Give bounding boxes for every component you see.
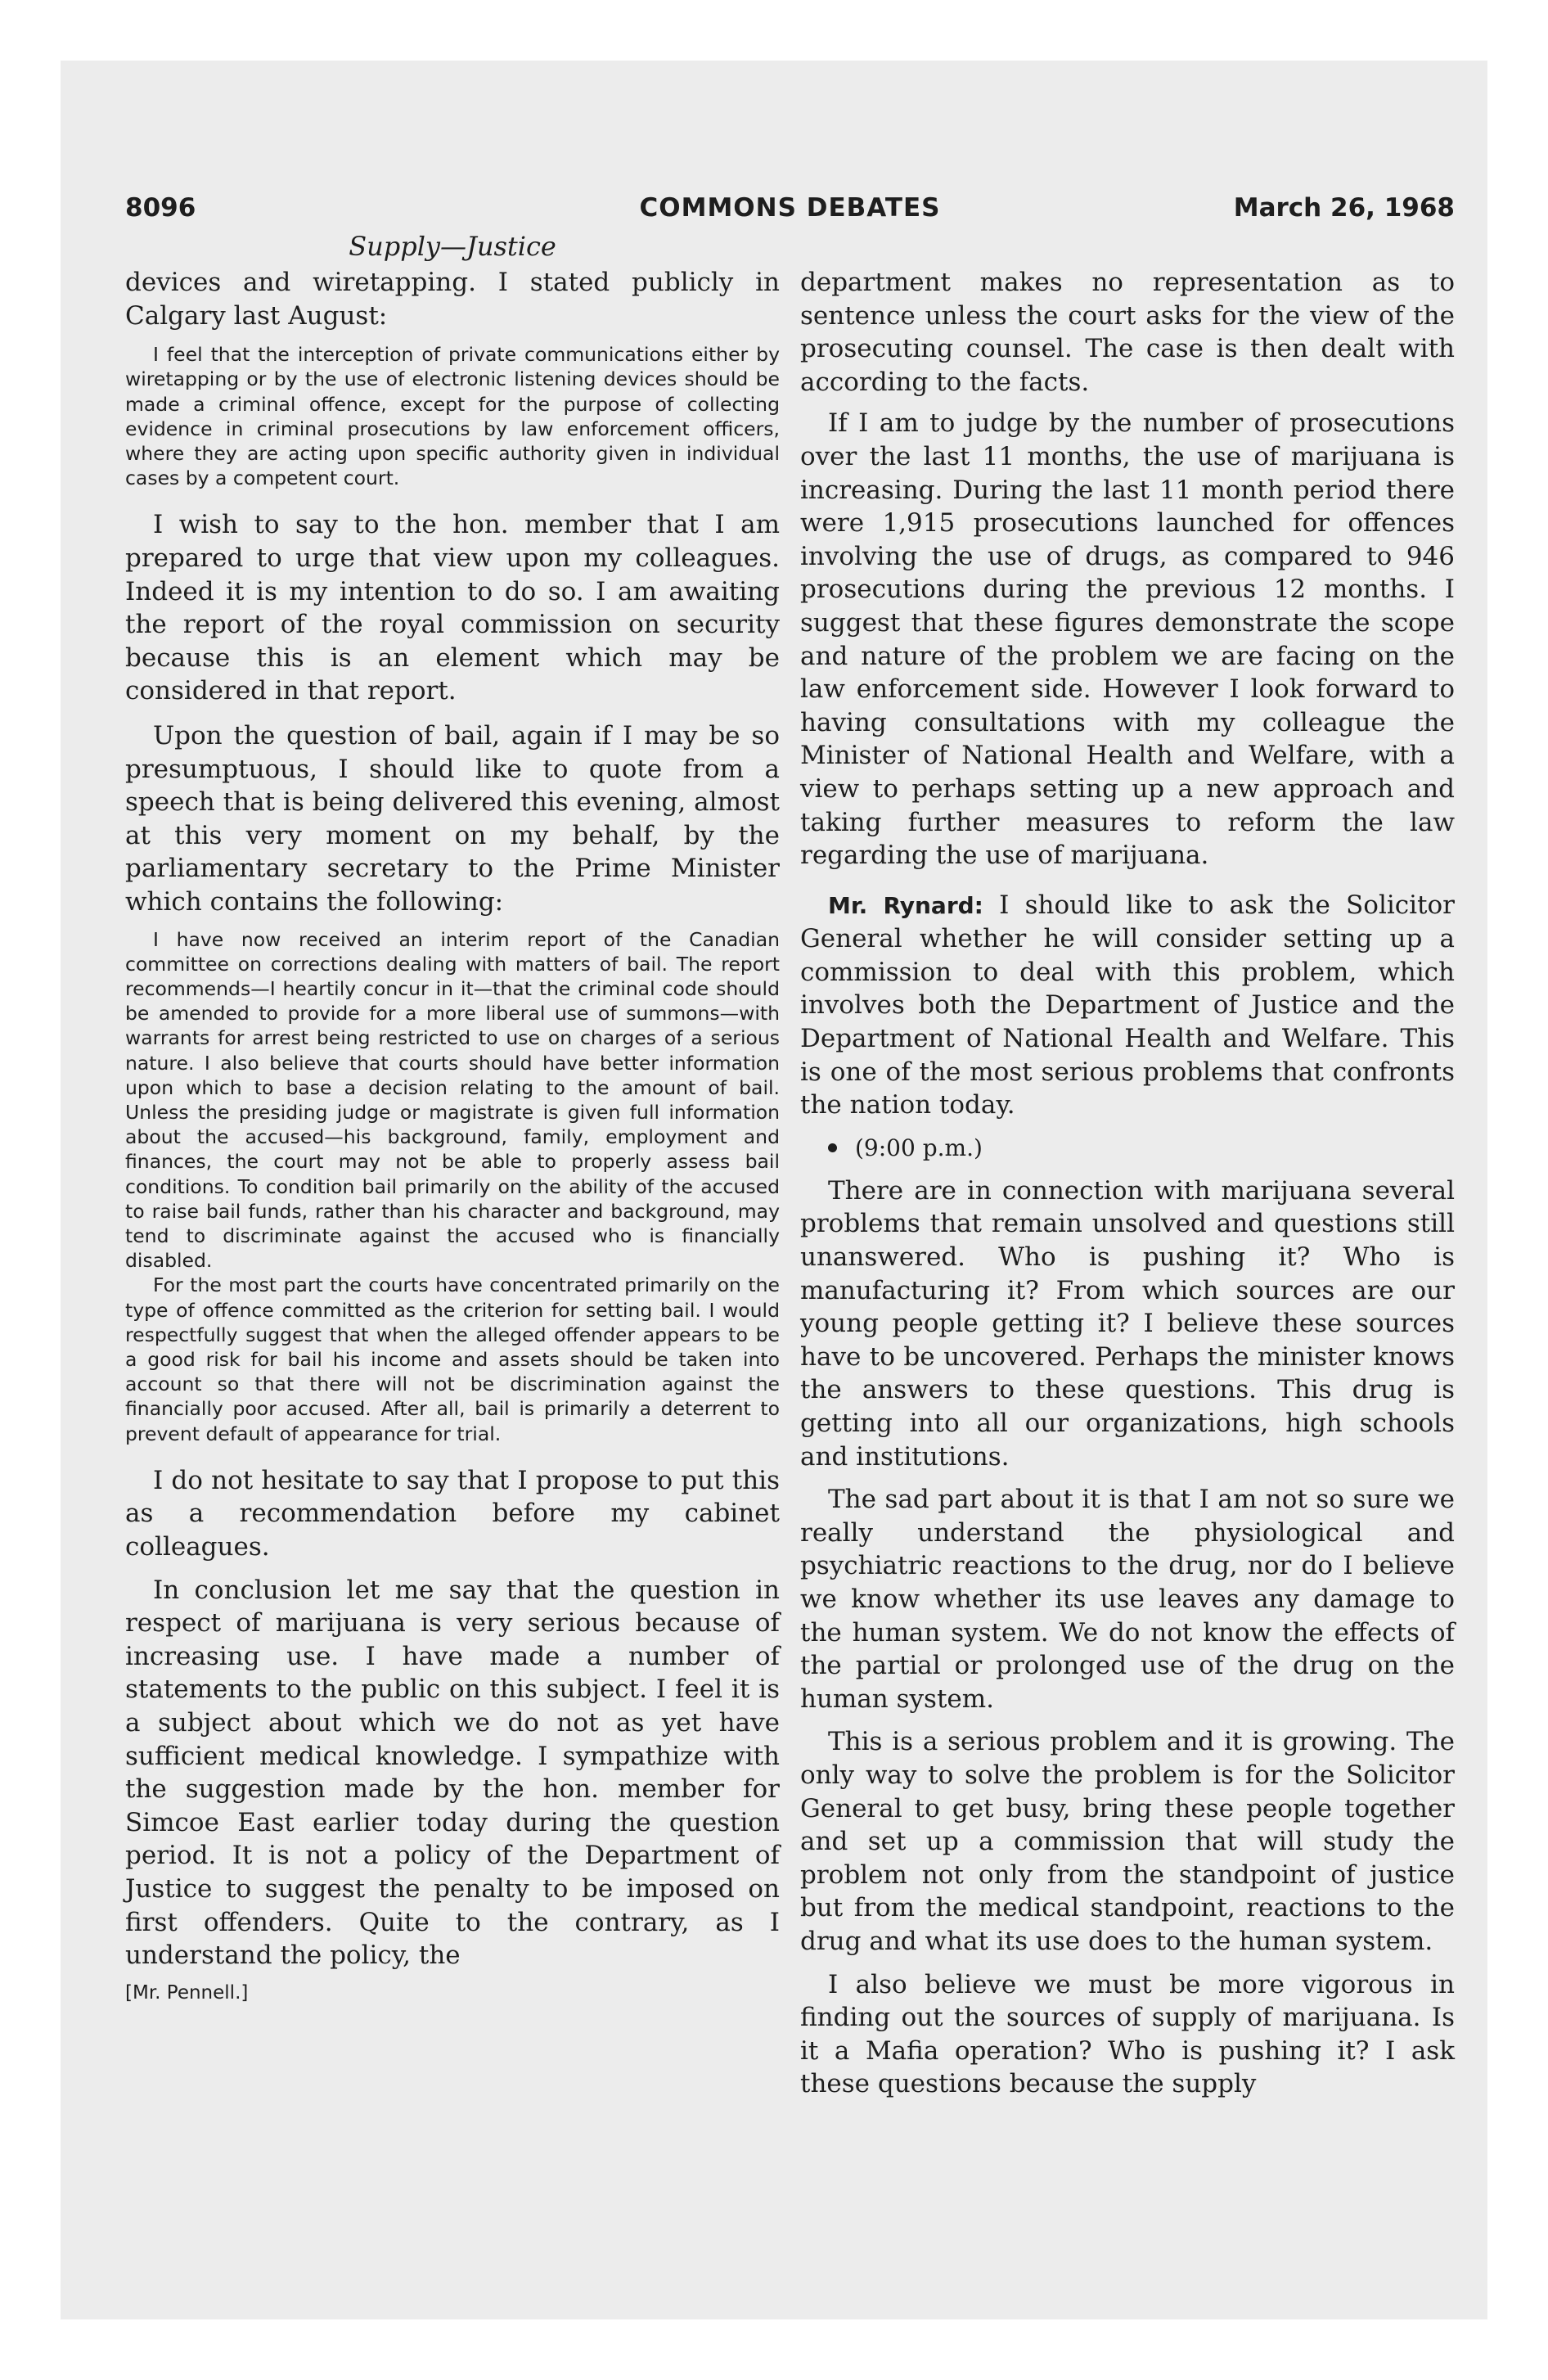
time-stamp: (9:00 p.m.) bbox=[800, 1132, 1455, 1165]
paragraph: The sad part about it is that I am not so sure we really understand the physiological and psychiatric reactions to the drug, nor do I believe we know whether its use leaves any damage to the human system. We do not know the effects of the partial or prolonged use of the drug on the human system. bbox=[800, 1485, 1455, 1714]
speaker-text: I should like to ask the Solicitor General whether he will consider setting up a commission to deal with this problem, which involves both the Department of Justice and the Department of National Health and Welfare. This is one of the most serious problems that confronts the nation today. bbox=[800, 890, 1455, 1120]
paragraph: If I am to judge by the number of prosecutions over the last 11 months, the use of marijuana is increasing. During the last 11 month period there were 1,915 prosecutions launched for offences involving the use of drugs, as compared to 946 prosecutions during the previous 12 months. I suggest that these figures demonstrate the scope and nature of the problem we are facing on the law enforcement side. However I look forward to having consultations with my colleague the Minister of National Health and Welfare, with a view to perhaps setting up a new approach and taking further measures to reform the law regarding the use of marijuana. bbox=[800, 408, 1455, 871]
speaker-name: Mr. Rynard: bbox=[828, 891, 983, 919]
paragraph: I wish to say to the hon. member that I am prepared to urge that view upon my colleagues. Indeed it is my intention to do so. I am awaiting the report of the royal commission on security because this is an element which may be considered in that report. bbox=[125, 510, 780, 706]
paragraph: department makes no representation as to sentence unless the court asks for the view of the prosecuting counsel. The case is then dealt with according to the facts. bbox=[800, 268, 1455, 397]
right-column bbox=[800, 266, 1455, 2101]
left-column bbox=[125, 266, 780, 2005]
paragraph: I do not hesitate to say that I propose to put this as a recommendation before my cabinet colleagues. bbox=[125, 1465, 780, 1562]
paragraph: I also believe we must be more vigorous in finding out the sources of supply of marijuana. Is it a Mafia operation? Who is pushing it? I ask these questions because the supply bbox=[800, 1969, 1455, 2099]
paragraph: Upon the question of bail, again if I may be so presumptuous, I should like to quote from a speech that is being delivered this evening, almost at this very moment on my behalf, by the parliamentary secretary to the Prime Minister which contains the following: bbox=[125, 720, 780, 917]
quotation: For the most part the courts have concentrated primarily on the type of offence committed as the criterion for setting bail. I would respectfully suggest that when the alleged offender appears to be a good risk for bail his income and assets should be taken into account so that there will not be discrimination against the financially poor accused. After all, bail is primarily a deterrent to prevent default of appearance for trial. bbox=[125, 1273, 780, 1445]
page-number: 8096 bbox=[125, 193, 196, 223]
publication-title: COMMONS DEBATES bbox=[639, 193, 941, 223]
page-header bbox=[125, 193, 1455, 234]
page-date: March 26, 1968 bbox=[1233, 193, 1455, 223]
speaker-attribution: [Mr. Pennell.] bbox=[125, 1981, 249, 2004]
quotation: I have now received an interim report of the Canadian committee on corrections dealing with matters of bail. The report recommends—I heartily concur in it—that the criminal code should be amended to provide for a more liberal use of summons—with warrants for arrest being restricted to use on charges of a serious nature. I also believe that courts should have better information upon which to base a decision relating to the amount of bail. Unless the presiding judge or magistrate is given full information about the accused—his background, family, employment and finances, the court may not be able to properly assess bail conditions. To condition bail primarily on the ability of the accused to raise bail funds, rather than his character and background, may tend to discriminate against the accused who is financially disabled. bbox=[125, 927, 780, 1273]
speaker-paragraph bbox=[800, 889, 1455, 1122]
paragraph: There are in connection with marijuana several problems that remain unsolved and questions still unanswered. Who is pushing it? Who is manufacturing it? From which sources are our young people getting it? I believe these sources have to be uncovered. Perhaps the minister knows the answers to these questions. This drug is getting into all our organizations, high schools and institutions. bbox=[800, 1175, 1455, 1472]
quotation: I feel that the interception of private communications either by wiretapping or by the use of electronic listening devices should be made a criminal offence, except for the purpose of collecting evidence in criminal prosecutions by law enforcement officers, where they are acting upon specific authority given in individual cases by a competent court. bbox=[125, 343, 780, 490]
bullet-icon bbox=[828, 1143, 837, 1152]
section-subhead: Supply—Justice bbox=[349, 231, 556, 262]
paragraph: This is a serious problem and it is growing. The only way to solve the problem is for the Solicitor General to get busy, bring these people together and set up a commission that will study the problem not only from the standpoint of justice but from the medical standpoint, reactions to the drug and what its use does to the human system. bbox=[800, 1727, 1455, 1956]
paragraph: devices and wiretapping. I stated publicly in Calgary last August: bbox=[125, 268, 780, 331]
paragraph: In conclusion let me say that the question in respect of marijuana is very serious because of increasing use. I have made a number of statements to the public on this subject. I feel it is a subject about which we do not as yet have sufficient medical knowledge. I sympathize with the suggestion made by the hon. member for Simcoe East earlier today during the question period. It is not a policy of the Department of Justice to suggest the penalty to be imposed on first offenders. Quite to the contrary, as I understand the policy, the bbox=[125, 1575, 780, 1971]
